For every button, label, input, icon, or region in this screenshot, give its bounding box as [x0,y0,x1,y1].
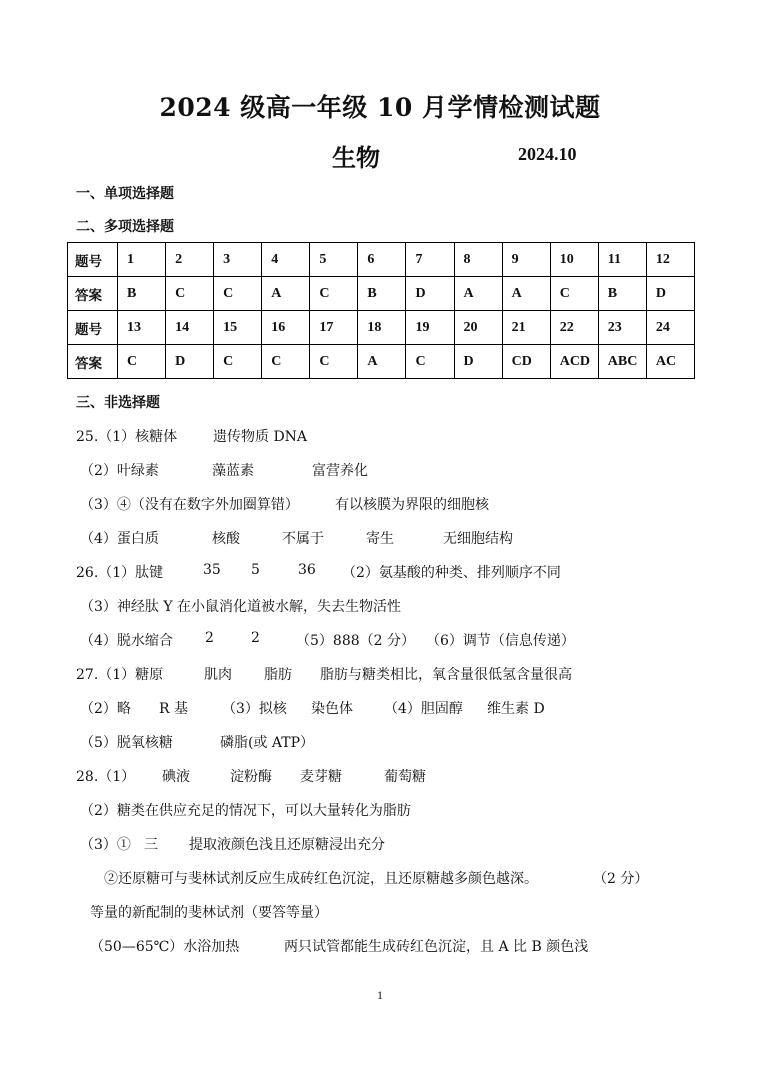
question-row-1 [68,243,695,277]
answer-text: （2）略 [80,701,131,717]
question-label: 题号 [68,311,118,345]
answer-value: B [118,277,166,311]
answer-value: B [598,277,646,311]
answer-text: （5）脱氧核糖 [80,735,173,751]
answer-text: R 基 [159,701,188,717]
answer-text: 等量的新配制的斐林试剂（要答等量） [90,905,328,921]
answer-text: 肌肉 [204,667,232,683]
answer-text: 26.（1）肽键 [76,565,164,581]
answer-text: 不属于 [282,531,324,547]
question-number: 17 [310,311,358,345]
answer-text: 遗传物质 DNA [213,429,308,445]
question-number: 13 [118,311,166,345]
question-number: 3 [214,243,262,277]
answer-text: （3）① [80,837,131,853]
answer-row-1 [68,277,695,311]
question-number: 9 [502,243,550,277]
question-number: 23 [598,311,646,345]
answer-text: 染色体 [311,701,353,717]
answer-value: A [262,277,310,311]
answer-text: （2）氨基酸的种类、排列顺序不同 [342,565,561,581]
answer-value: D [406,277,454,311]
answer-text: （2）糖类在供应充足的情况下，可以大量转化为脂肪 [80,803,411,819]
answer-text: 脂肪 [264,667,292,683]
question-number: 4 [262,243,310,277]
answer-text: 维生素 D [487,701,545,717]
question-number: 16 [262,311,310,345]
answer-value: B [358,277,406,311]
answer-value: ABC [598,345,646,379]
answer-text: 核酸 [212,531,240,547]
question-number: 24 [646,311,694,345]
question-number: 6 [358,243,406,277]
answer-text: 提取液颜色浅且还原糖浸出充分 [189,837,385,853]
answer-text: 36 [298,562,316,578]
answer-text: （3）拟核 [222,701,287,717]
answer-value: D [646,277,694,311]
question-number: 22 [550,311,598,345]
answer-text: 磷脂(或 ATP） [220,735,315,751]
question-number: 8 [454,243,502,277]
question-row-2 [68,311,695,345]
answer-text: 藻蓝素 [212,463,254,479]
answer-label: 答案 [68,345,118,379]
answer-value: C [310,345,358,379]
question-number: 1 [118,243,166,277]
answer-text: 28.（1） [76,769,136,785]
answer-text: 寄生 [366,531,394,547]
question-number: 19 [406,311,454,345]
answer-text: 有以核膜为界限的细胞核 [335,497,489,513]
question-number: 10 [550,243,598,277]
answer-text: （3）④（没有在数字外加圈算错） [80,497,299,513]
question-number: 18 [358,311,406,345]
answer-text: 2 [205,630,214,646]
question-number: 14 [166,311,214,345]
answer-value: A [358,345,406,379]
answer-text: （5）888（2 分） [296,633,415,649]
answer-value: ACD [550,345,598,379]
page-title: 2024 级高一年级 10 月学情检测试题 [159,93,601,122]
question-number: 2 [166,243,214,277]
subject-heading: 生物 [332,143,380,172]
answer-value: D [166,345,214,379]
answer-table [67,242,695,379]
answer-text: 5 [251,562,260,578]
answer-value: C [214,277,262,311]
answer-label: 答案 [68,277,118,311]
answer-value: D [454,345,502,379]
exam-date: 2024.10 [518,144,577,164]
answer-text: 淀粉酶 [230,769,272,785]
answer-value: C [166,277,214,311]
answer-text: 27.（1）糖原 [76,667,164,683]
answer-text: 三 [144,837,158,853]
question-number: 21 [502,311,550,345]
answer-value: C [406,345,454,379]
answer-text: 无细胞结构 [443,531,513,547]
question-number: 20 [454,311,502,345]
question-number: 11 [598,243,646,277]
answer-text: 25.（1）核糖体 [76,429,178,445]
answer-text: 葡萄糖 [384,769,426,785]
question-number: 15 [214,311,262,345]
answer-text: 两只试管都能生成砖红色沉淀，且 A 比 B 颜色浅 [284,939,589,955]
question-number: 5 [310,243,358,277]
question-number: 12 [646,243,694,277]
question-number: 7 [406,243,454,277]
section-multiple-choice: 二、多项选择题 [76,219,174,235]
answer-text: 35 [203,562,221,578]
answer-text: （6）调节（信息传递） [426,633,575,649]
answer-value: AC [646,345,694,379]
answer-text: （4）蛋白质 [80,531,159,547]
answer-text: 碘液 [162,769,190,785]
answer-value: C [262,345,310,379]
answer-text: 2 [251,630,260,646]
answer-value: A [502,277,550,311]
page-number: 1 [377,988,383,1002]
answer-row-2 [68,345,695,379]
answer-text: 脂肪与糖类相比，氧含量很低氢含量很高 [320,667,572,683]
question-label: 题号 [68,243,118,277]
answer-text: （4）脱水缩合 [80,633,173,649]
answer-text: 富营养化 [312,463,368,479]
answer-text: （50—65℃）水浴加热 [90,939,240,955]
answer-text: （2）叶绿素 [80,463,159,479]
answer-value: C [118,345,166,379]
answer-text: 麦芽糖 [300,769,342,785]
answer-text: （2 分） [593,871,649,887]
answer-value: C [310,277,358,311]
answer-value: C [550,277,598,311]
answer-text: （4）胆固醇 [384,701,463,717]
answer-value: CD [502,345,550,379]
answer-value: C [214,345,262,379]
answer-text: （3）神经肽 Y 在小鼠消化道被水解，失去生物活性 [80,599,402,615]
answer-text: ②还原糖可与斐林试剂反应生成砖红色沉淀，且还原糖越多颜色越深。 [104,871,538,887]
answer-value: A [454,277,502,311]
section-single-choice: 一、单项选择题 [76,186,174,202]
section-non-choice: 三、非选择题 [76,395,160,411]
